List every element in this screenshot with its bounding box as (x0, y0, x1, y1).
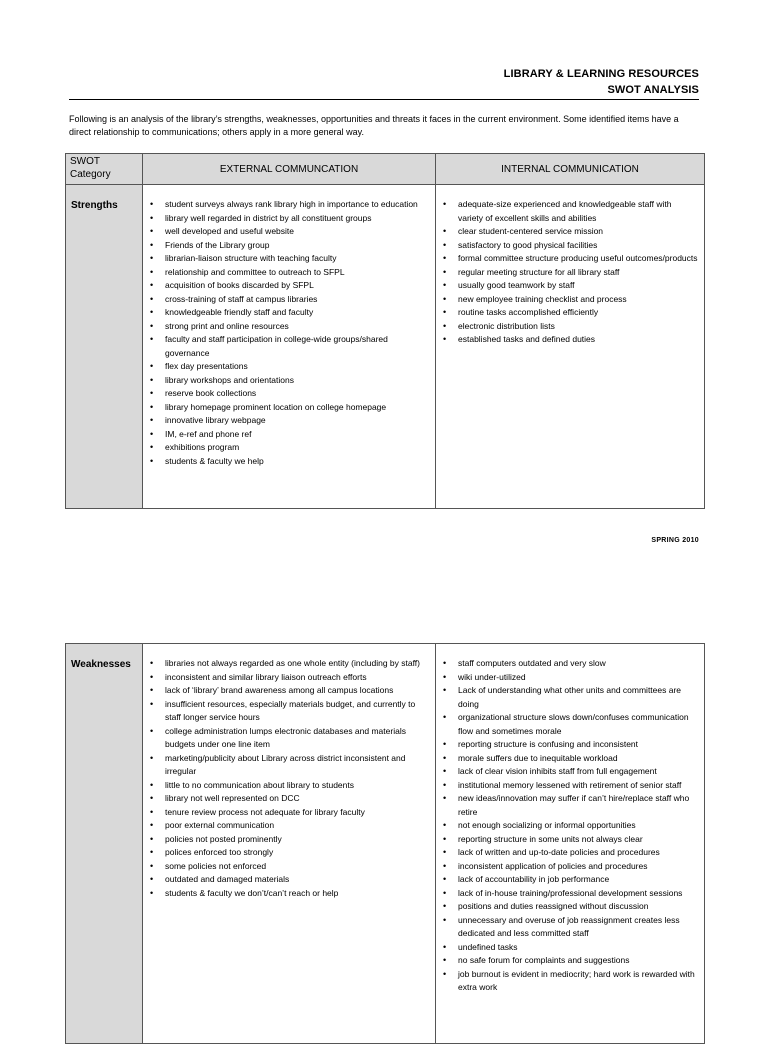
weaknesses-row (66, 644, 705, 1044)
list-item: • formal committee structure producing useful outcomes/products (441, 252, 698, 266)
list-item: • policies not posted prominently (148, 833, 429, 847)
list-item: • lack of in-house training/professional development sessions (441, 887, 698, 901)
list-item: • library well regarded in district by all constituent groups (148, 212, 429, 226)
list-item: • lack of accountability in job performance (441, 873, 698, 887)
list-item: • students & faculty we don’t/can’t reach or help (148, 887, 429, 901)
list-item: • morale suffers due to inequitable workload (441, 752, 698, 766)
weaknesses-internal-list (436, 644, 704, 1001)
list-item: • some policies not enforced (148, 860, 429, 874)
list-item: • cross-training of staff at campus libraries (148, 293, 429, 307)
header-swot-category: SWOT Category (66, 154, 143, 185)
list-item: • college administration lumps electronic databases and materials budgets under one line item (148, 725, 429, 752)
list-item: • positions and duties reassigned without discussion (441, 900, 698, 914)
list-item: • library homepage prominent location on college homepage (148, 401, 429, 415)
list-item: • reserve book collections (148, 387, 429, 401)
header-rule (69, 99, 699, 100)
list-item: • undefined tasks (441, 941, 698, 955)
list-item: • polices enforced too strongly (148, 846, 429, 860)
strengths-label: Strengths (71, 200, 118, 211)
swot-table-strengths (65, 153, 705, 509)
list-item: • clear student-centered service mission (441, 225, 698, 239)
list-item: • new employee training checklist and process (441, 293, 698, 307)
list-item: • student surveys always rank library high in importance to education (148, 198, 429, 212)
list-item: • routine tasks accomplished efficiently (441, 306, 698, 320)
intro-paragraph: Following is an analysis of the library’s strengths, weaknesses, opportunities and threats it faces in the current environment. Some identified items have a direct relationship to communications; others apply in a more general way. (69, 114, 679, 137)
list-item: • reporting structure in some units not always clear (441, 833, 698, 847)
header-external-communication: EXTERNAL COMMUNCATION (143, 154, 436, 185)
list-item: • marketing/publicity about Library across district inconsistent and irregular (148, 752, 429, 779)
list-item: • usually good teamwork by staff (441, 279, 698, 293)
list-item: • Lack of understanding what other units and committees are doing (441, 684, 698, 711)
list-item: • Friends of the Library group (148, 239, 429, 253)
list-item: • reporting structure is confusing and inconsistent (441, 738, 698, 752)
list-item: • library not well represented on DCC (148, 792, 429, 806)
list-item: • established tasks and defined duties (441, 333, 698, 347)
list-item: • regular meeting structure for all library staff (441, 266, 698, 280)
list-item: • IM, e-ref and phone ref (148, 428, 429, 442)
document-title: LIBRARY & LEARNING RESOURCES (503, 68, 699, 80)
list-item: • tenure review process not adequate for library faculty (148, 806, 429, 820)
header-internal-communication: INTERNAL COMMUNICATION (436, 154, 705, 185)
list-item: • poor external communication (148, 819, 429, 833)
list-item: • strong print and online resources (148, 320, 429, 334)
list-item: • no safe forum for complaints and suggestions (441, 954, 698, 968)
list-item: • lack of written and up-to-date policies and procedures (441, 846, 698, 860)
list-item: • faculty and staff participation in college-wide groups/shared governance (148, 333, 429, 360)
table-header-row (66, 154, 705, 185)
list-item: • insufficient resources, especially materials budget, and currently to staff longer service hours (148, 698, 429, 725)
list-item: • satisfactory to good physical facilities (441, 239, 698, 253)
list-item: • knowledgeable friendly staff and faculty (148, 306, 429, 320)
list-item: • libraries not always regarded as one whole entity (including by staff) (148, 657, 429, 671)
list-item: • institutional memory lessened with retirement of senior staff (441, 779, 698, 793)
list-item: • inconsistent application of policies and procedures (441, 860, 698, 874)
list-item: • not enough socializing or informal opportunities (441, 819, 698, 833)
list-item: • unnecessary and overuse of job reassignment creates less dedicated and less committed staff (441, 914, 698, 941)
list-item: • lack of ‘library’ brand awareness among all campus locations (148, 684, 429, 698)
list-item: • outdated and damaged materials (148, 873, 429, 887)
list-item: • new ideas/innovation may suffer if can’t hire/replace staff who retire (441, 792, 698, 819)
list-item: • flex day presentations (148, 360, 429, 374)
list-item: • electronic distribution lists (441, 320, 698, 334)
list-item: • little to no communication about library to students (148, 779, 429, 793)
list-item: • wiki under-utilized (441, 671, 698, 685)
list-item: • staff computers outdated and very slow (441, 657, 698, 671)
strengths-row (66, 185, 705, 509)
list-item: • library workshops and orientations (148, 374, 429, 388)
list-item: • organizational structure slows down/confuses communication flow and sometimes morale (441, 711, 698, 738)
document-subtitle: SWOT ANALYSIS (607, 84, 699, 96)
page-header (504, 66, 699, 98)
list-item: • exhibitions program (148, 441, 429, 455)
list-item: • relationship and committee to outreach to SFPL (148, 266, 429, 280)
list-item: • inconsistent and similar library liaison outreach efforts (148, 671, 429, 685)
weaknesses-label: Weaknesses (71, 659, 131, 670)
list-item: • job burnout is evident in mediocrity; hard work is rewarded with extra work (441, 968, 698, 995)
page-footer: SPRING 2010 (651, 537, 699, 544)
list-item: • acquisition of books discarded by SFPL (148, 279, 429, 293)
strengths-internal-list (436, 185, 704, 353)
list-item: • students & faculty we help (148, 455, 429, 469)
list-item: • lack of clear vision inhibits staff from full engagement (441, 765, 698, 779)
strengths-external-list (143, 185, 435, 474)
list-item: • adequate-size experienced and knowledgeable staff with variety of excellent skills and abilities (441, 198, 698, 225)
list-item: • well developed and useful website (148, 225, 429, 239)
swot-table-weaknesses (65, 643, 705, 1044)
list-item: • librarian-liaison structure with teaching faculty (148, 252, 429, 266)
weaknesses-external-list (143, 644, 435, 906)
list-item: • innovative library webpage (148, 414, 429, 428)
